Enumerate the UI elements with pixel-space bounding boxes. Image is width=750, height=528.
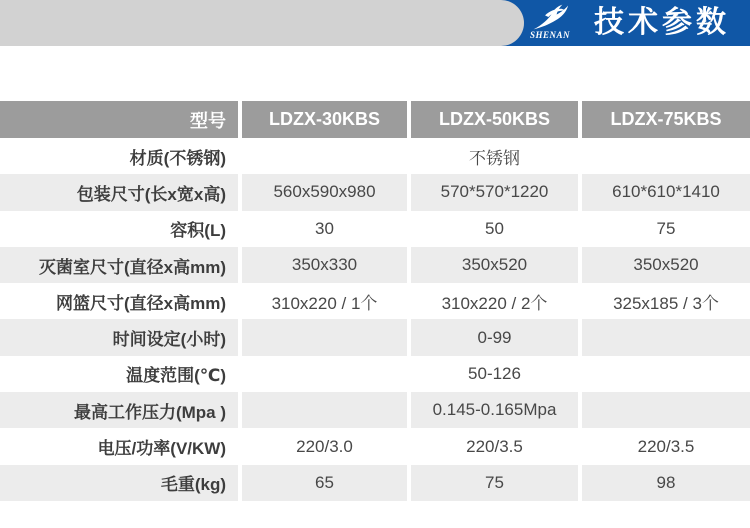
spec-table <box>0 101 750 501</box>
spec-value <box>578 319 750 355</box>
page-title: 技术参数 <box>594 6 730 39</box>
table-row <box>0 211 750 247</box>
banner-gray-bar <box>0 0 524 46</box>
header-model-3: LDZX-75KBS <box>578 101 750 138</box>
table-row <box>0 283 750 319</box>
spec-label: 材质(不锈钢) <box>129 148 226 168</box>
spec-value: 310x220 / 2个 <box>407 283 578 319</box>
spec-value: 310x220 / 1个 <box>238 283 407 319</box>
spec-value: 350x520 <box>407 247 578 283</box>
spec-label: 灭菌室尺寸(直径x高mm) <box>38 257 226 277</box>
spec-value: 30 <box>238 211 407 247</box>
spec-value <box>238 138 407 174</box>
spec-value: 220/3.5 <box>407 428 578 464</box>
spec-value: 98 <box>578 465 750 501</box>
spec-value <box>238 356 407 392</box>
spec-label: 电压/功率(V/KW) <box>97 439 226 459</box>
header-model-2: LDZX-50KBS <box>407 101 578 138</box>
spec-value: 350x330 <box>238 247 407 283</box>
spec-label: 网篮尺寸(直径x高mm) <box>55 293 226 313</box>
spec-value: 50 <box>407 211 578 247</box>
shenan-logo <box>522 3 578 45</box>
header-banner <box>0 0 750 46</box>
spec-value: 0-99 <box>407 319 578 355</box>
table-row <box>0 428 750 464</box>
spec-value: 350x520 <box>578 247 750 283</box>
spec-value <box>238 319 407 355</box>
spec-value: 75 <box>578 211 750 247</box>
header-model-1: LDZX-30KBS <box>238 101 407 138</box>
table-row <box>0 392 750 428</box>
spec-value: 65 <box>238 465 407 501</box>
spec-label: 温度范围(℃) <box>126 366 226 386</box>
table-row <box>0 356 750 392</box>
spec-value: 325x185 / 3个 <box>578 283 750 319</box>
spec-label: 时间设定(小时) <box>112 330 226 350</box>
spec-value: 570*570*1220 <box>407 174 578 210</box>
spec-value: 560x590x980 <box>238 174 407 210</box>
spec-value: 610*610*1410 <box>578 174 750 210</box>
spec-label: 容积(L) <box>170 221 226 241</box>
spec-value <box>578 356 750 392</box>
table-row <box>0 319 750 355</box>
spec-label: 最高工作压力(Mpa ) <box>73 402 226 422</box>
spec-label: 包装尺寸(长x宽x高) <box>76 184 226 204</box>
table-row <box>0 465 750 501</box>
spec-value: 75 <box>407 465 578 501</box>
spec-value: 220/3.0 <box>238 428 407 464</box>
spec-value: 0.145-0.165Mpa <box>407 392 578 428</box>
table-header-row <box>0 101 750 138</box>
shenan-bird-icon <box>530 3 570 31</box>
shenan-logo-text: SHENAN <box>529 30 570 40</box>
spec-label: 毛重(kg) <box>160 475 226 495</box>
spec-value <box>578 392 750 428</box>
spec-value: 不锈钢 <box>407 138 578 174</box>
spec-value: 220/3.5 <box>578 428 750 464</box>
spec-value <box>578 138 750 174</box>
spec-value: 50-126 <box>407 356 578 392</box>
spec-value <box>238 392 407 428</box>
table-row <box>0 174 750 210</box>
table-row <box>0 247 750 283</box>
table-row <box>0 138 750 174</box>
header-model-label: 型号 <box>190 110 226 131</box>
